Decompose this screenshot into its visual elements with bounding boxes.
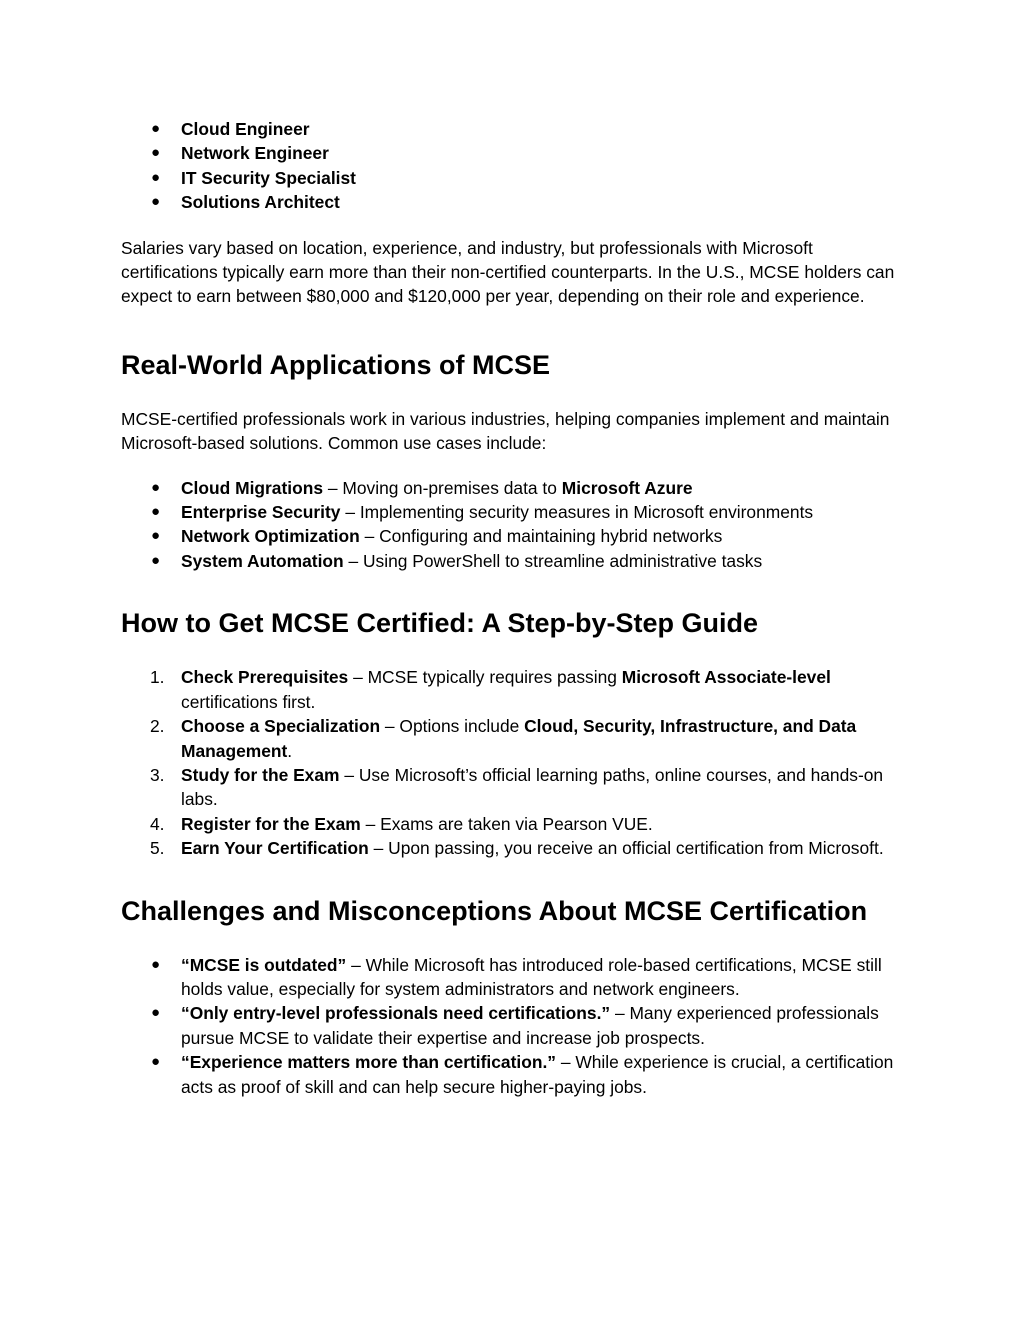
list-number: 3.	[150, 764, 165, 785]
bullet-icon: ●	[151, 478, 161, 496]
list-item: 2. Choose a Specialization – Options include Cloud, Security, Infrastructure, and Data Management.	[150, 716, 857, 761]
steps-heading: How to Get MCSE Certified: A Step-by-Step Guide	[121, 608, 759, 639]
list-item: ● Cloud Migrations – Moving on-premises data to Microsoft Azure	[121, 476, 911, 500]
list-item: ● Cloud Engineer	[121, 117, 911, 141]
challenges-heading: Challenges and Misconceptions About MCSE Certification	[121, 895, 868, 926]
list-item: 4. Register for the Exam – Exams are taken via Pearson VUE.	[121, 812, 911, 836]
bullet-icon: ●	[151, 527, 161, 545]
list-item: ● “MCSE is outdated” – While Microsoft has introduced role-based certifications, MCSE still holds value, especially for system administrators and network engineers.	[151, 954, 882, 999]
steps-list	[121, 665, 911, 860]
list-item: ● System Automation – Using PowerShell to streamline administrative tasks	[121, 549, 911, 573]
bullet-icon: ●	[151, 503, 161, 521]
bullet-icon: ●	[151, 551, 161, 569]
list-number: 4.	[150, 813, 165, 834]
bullet-icon: ●	[151, 193, 161, 211]
applications-heading: Real-World Applications of MCSE	[121, 349, 551, 380]
applications-intro: MCSE-certified professionals work in various industries, helping companies implement and maintain Microsoft-based solutions. Common use cases include:	[121, 408, 890, 454]
list-item: 3. Study for the Exam – Use Microsoft’s official learning paths, online courses, and hands-on labs.	[150, 764, 884, 810]
list-item: 1. Check Prerequisites – MCSE typically requires passing Microsoft Associate-level certifications first.	[150, 667, 831, 712]
bullet-icon: ●	[151, 144, 161, 162]
bullet-icon: ●	[151, 955, 161, 973]
list-number: 2.	[150, 716, 165, 737]
applications-list	[121, 476, 911, 574]
bullet-icon: ●	[151, 168, 161, 186]
list-item: 5. Earn Your Certification – Upon passing, you receive an official certification from Microsoft.	[121, 836, 911, 860]
bullet-icon: ●	[151, 120, 161, 137]
list-item: ● “Only entry-level professionals need certifications.” – Many experienced professionals pursue MCSE to validate their expertise and increase job prospects.	[151, 1003, 879, 1048]
document-page	[121, 117, 911, 1099]
salary-paragraph: Salaries vary based on location, experience, and industry, but professionals with Microsoft certifications typically earn more than their non-certified counterparts. In the U.S., MCSE holders can expect to earn between $80,000 and $120,000 per year, depending on their role and experience.	[121, 237, 895, 307]
list-item: ● “Experience matters more than certification.” – While experience is crucial, a certification acts as proof of skill and can help secure higher-paying jobs.	[151, 1052, 894, 1097]
list-number: 5.	[150, 838, 165, 859]
challenges-list	[121, 953, 911, 1099]
list-item: ● IT Security Specialist	[121, 166, 911, 190]
list-item: ● Enterprise Security – Implementing security measures in Microsoft environments	[121, 500, 911, 524]
job-roles-list	[121, 117, 911, 215]
list-number: 1.	[150, 667, 165, 688]
list-item: ● Network Optimization – Configuring and maintaining hybrid networks	[121, 524, 911, 548]
bullet-icon: ●	[151, 1053, 161, 1071]
list-item: ● Network Engineer	[121, 141, 911, 165]
bullet-icon: ●	[151, 1004, 161, 1022]
list-item: ● Solutions Architect	[121, 190, 911, 214]
